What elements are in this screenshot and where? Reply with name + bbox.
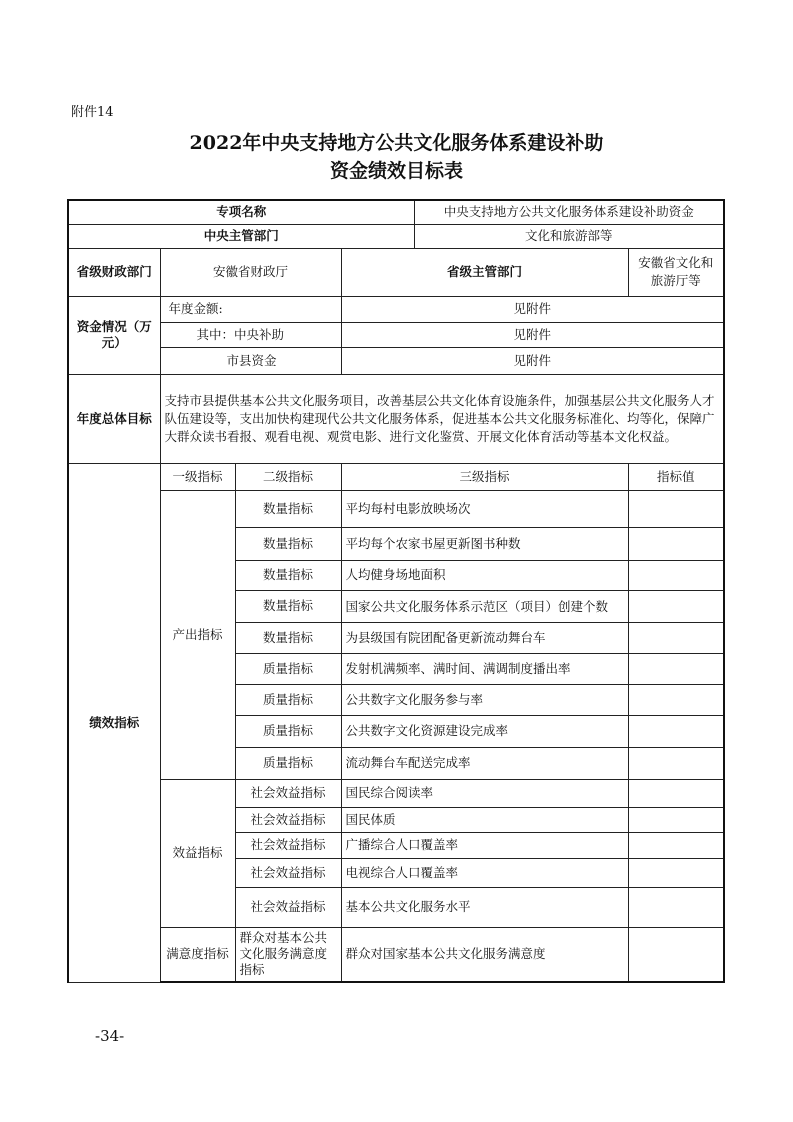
level2-cell: 质量指标 — [235, 715, 341, 747]
prov-finance-label: 省级财政部门 — [68, 248, 160, 296]
level2-cell: 质量指标 — [235, 747, 341, 779]
level2-cell: 社会效益指标 — [235, 779, 341, 807]
value-cell — [628, 560, 724, 590]
level2-cell: 质量指标 — [235, 684, 341, 715]
level3-cell: 为县级国有院团配备更新流动舞台车 — [341, 622, 628, 653]
level2-cell: 社会效益指标 — [235, 887, 341, 927]
level3-cell: 公共数字文化服务参与率 — [341, 684, 628, 715]
project-name-label: 专项名称 — [68, 200, 414, 224]
value-cell — [628, 715, 724, 747]
funds-central-label: 其中：中央补助 — [160, 322, 341, 347]
value-cell — [628, 747, 724, 779]
table-row — [68, 927, 724, 982]
funds-label: 资金情况（万元） — [68, 296, 160, 374]
header-level2: 二级指标 — [235, 463, 341, 490]
prov-dept-label: 省级主管部门 — [341, 248, 628, 296]
funds-annual-label: 年度金额: — [160, 296, 341, 322]
level3-cell: 平均每村电影放映场次 — [341, 490, 628, 527]
annual-goal-text: 支持市县提供基本公共文化服务项目，改善基层公共文化体育设施条件，加强基层公共文化服务人才队伍建设等，支出加快构建现代公共文化服务体系，促进基本公共文化服务标准化、均等化，保障广大群众读书看报、观看电视、观赏电影、进行文化鉴赏、开展文化体育活动等基本文化权益。 — [160, 374, 724, 463]
table-row — [68, 779, 724, 807]
level3-cell: 电视综合人口覆盖率 — [341, 858, 628, 887]
value-cell — [628, 858, 724, 887]
level2-cell: 社会效益指标 — [235, 807, 341, 832]
level3-cell: 平均每个农家书屋更新图书种数 — [341, 527, 628, 560]
level2-cell: 质量指标 — [235, 653, 341, 684]
level3-cell: 国民体质 — [341, 807, 628, 832]
perf-label: 绩效指标 — [68, 463, 160, 982]
value-cell — [628, 779, 724, 807]
row-annual-goal — [68, 374, 724, 463]
value-cell — [628, 887, 724, 927]
prov-dept-value: 安徽省文化和旅游厅等 — [628, 248, 724, 296]
document-title-line1: 2022年中央支持地方公共文化服务体系建设补助 — [189, 132, 604, 154]
level2-cell: 数量指标 — [235, 560, 341, 590]
benefit-indicator-label: 效益指标 — [160, 779, 235, 927]
row-funds-central — [68, 322, 724, 347]
funds-local-value: 见附件 — [341, 347, 724, 374]
funds-local-label: 市县资金 — [160, 347, 341, 374]
value-cell — [628, 622, 724, 653]
level3-cell: 公共数字文化资源建设完成率 — [341, 715, 628, 747]
central-dept-label: 中央主管部门 — [68, 224, 414, 248]
value-cell — [628, 490, 724, 527]
level2-cell: 社会效益指标 — [235, 832, 341, 858]
row-funds-annual — [68, 296, 724, 322]
value-cell — [628, 590, 724, 622]
row-funds-local — [68, 347, 724, 374]
level3-cell: 国家公共文化服务体系示范区（项目）创建个数 — [341, 590, 628, 622]
funds-central-value: 见附件 — [341, 322, 724, 347]
output-indicator-label: 产出指标 — [160, 490, 235, 779]
level3-cell: 广播综合人口覆盖率 — [341, 832, 628, 858]
satisfaction-level2: 群众对基本公共文化服务满意度指标 — [235, 927, 341, 982]
level2-cell: 数量指标 — [235, 527, 341, 560]
page-number: -34- — [95, 1027, 125, 1045]
satisfaction-value — [628, 927, 724, 982]
performance-target-table — [67, 199, 725, 983]
row-central-dept — [68, 224, 724, 248]
row-project-name — [68, 200, 724, 224]
level3-cell: 国民综合阅读率 — [341, 779, 628, 807]
project-name-value: 中央支持地方公共文化服务体系建设补助资金 — [414, 200, 724, 224]
central-dept-value: 文化和旅游部等 — [414, 224, 724, 248]
table-row — [68, 490, 724, 527]
level3-cell: 人均健身场地面积 — [341, 560, 628, 590]
level3-cell: 发射机满频率、满时间、满调制度播出率 — [341, 653, 628, 684]
level2-cell: 数量指标 — [235, 490, 341, 527]
level3-cell: 基本公共文化服务水平 — [341, 887, 628, 927]
value-cell — [628, 527, 724, 560]
level3-cell: 流动舞台车配送完成率 — [341, 747, 628, 779]
prov-finance-value: 安徽省财政厅 — [160, 248, 341, 296]
level2-cell: 数量指标 — [235, 622, 341, 653]
satisfaction-level3: 群众对国家基本公共文化服务满意度 — [341, 927, 628, 982]
value-cell — [628, 653, 724, 684]
header-level3: 三级指标 — [341, 463, 628, 490]
value-cell — [628, 684, 724, 715]
funds-annual-value: 见附件 — [341, 296, 724, 322]
satisfaction-indicator-label: 满意度指标 — [160, 927, 235, 982]
document-title-line2: 资金绩效目标表 — [329, 160, 463, 182]
header-level1: 一级指标 — [160, 463, 235, 490]
value-cell — [628, 832, 724, 858]
annual-goal-label: 年度总体目标 — [68, 374, 160, 463]
row-provincial-depts — [68, 248, 724, 296]
level2-cell: 数量指标 — [235, 590, 341, 622]
row-indicator-headers — [68, 463, 724, 490]
value-cell — [628, 807, 724, 832]
level2-cell: 社会效益指标 — [235, 858, 341, 887]
attachment-label: 附件14 — [71, 105, 114, 120]
header-value: 指标值 — [628, 463, 724, 490]
